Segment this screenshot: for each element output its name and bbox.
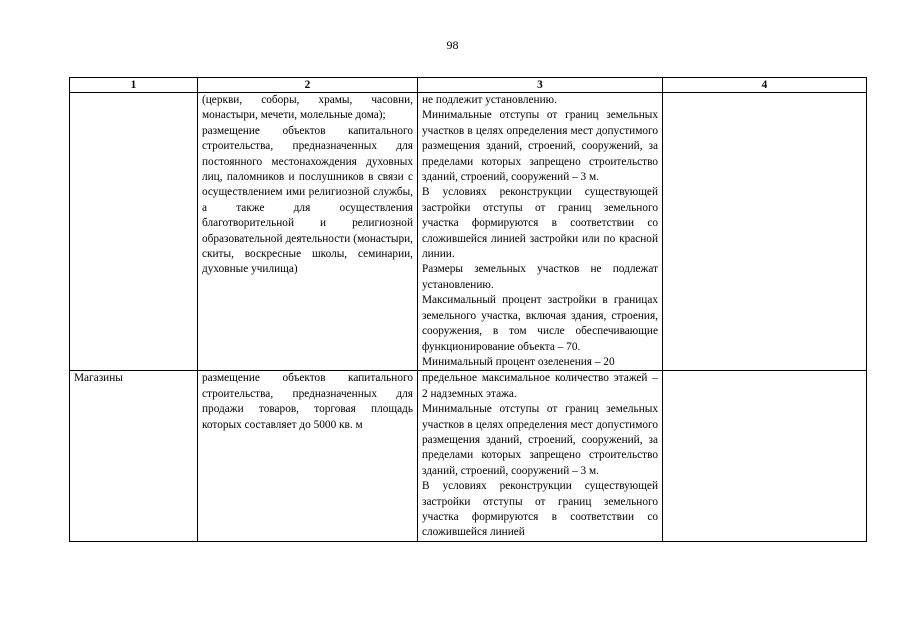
table-row xyxy=(70,93,867,371)
row1-col3-para6: Минимальный процент озеленения – 20 xyxy=(422,355,615,368)
row1-col2-para1: (церкви, соборы, храмы, часовни, монастыри, мечети, молельные дома); xyxy=(202,94,413,122)
column-header-4: 4 xyxy=(663,78,867,93)
row1-col3-para1: не подлежит установлению. xyxy=(422,94,557,106)
table-row xyxy=(70,371,867,541)
row1-col2 xyxy=(198,93,418,371)
row2-col1: Магазины xyxy=(70,371,198,541)
column-header-3: 3 xyxy=(418,78,663,93)
row1-col3 xyxy=(418,93,663,371)
row1-col3-para4: Размеры земельных участков не подлежат установлению. xyxy=(422,263,658,291)
row1-col1 xyxy=(70,93,198,371)
row2-col2-para1: размещение объектов капитального строительства, предназначенных для продажи товаров, торговая площадь которых составляет до 5000 кв. м xyxy=(202,372,413,431)
row2-col3-para2: Минимальные отступы от границ земельных участков в целях определения мест допустимого размещения зданий, строений, сооружений, за пределами которых запрещено строительство зданий, строений, сооружений – 3 м. xyxy=(422,403,658,477)
row2-col3-para1: предельное максимальное количество этажей – 2 надземных этажа. xyxy=(422,372,658,400)
row2-col2 xyxy=(198,371,418,541)
regulations-table xyxy=(69,77,867,542)
row2-col4 xyxy=(663,371,867,541)
row1-col3-para3: В условиях реконструкции существующей застройки отступы от границ земельного участка формируются в соответствии со сложившейся линией застройки или по красной линии. xyxy=(422,186,658,261)
row1-col4 xyxy=(663,93,867,371)
column-header-1: 1 xyxy=(70,78,198,93)
row1-col3-para2: Минимальные отступы от границ земельных участков в целях определения мест допустимого размещения зданий, строений, сооружений, за пределами которых запрещено строительство зданий, строений, сооружений – 3 м. xyxy=(422,109,658,184)
column-header-2: 2 xyxy=(198,78,418,93)
row1-col2-para2: размещение объектов капитального строительства, предназначенных для постоянного местонахождения духовных лиц, паломников и послушников в связи с осуществлением ими религиозной службы, а также для осуществления благотворительной и религиозной образовательной деятельности (монастыри, скиты, воскресные школы, семинарии, духовные училища) xyxy=(202,124,413,276)
row1-col3-para5: Максимальный процент застройки в границах земельного участка, включая здания, строения, сооружения, в том числе обеспечивающие функционирование объекта – 70. xyxy=(422,294,658,353)
row2-col3 xyxy=(418,371,663,541)
row2-col3-para3: В условиях реконструкции существующей застройки отступы от границ земельного участка формируются в соответствии со сложившейся линией xyxy=(422,480,658,539)
page-number: 98 xyxy=(446,38,459,52)
table-header-row xyxy=(70,78,867,93)
